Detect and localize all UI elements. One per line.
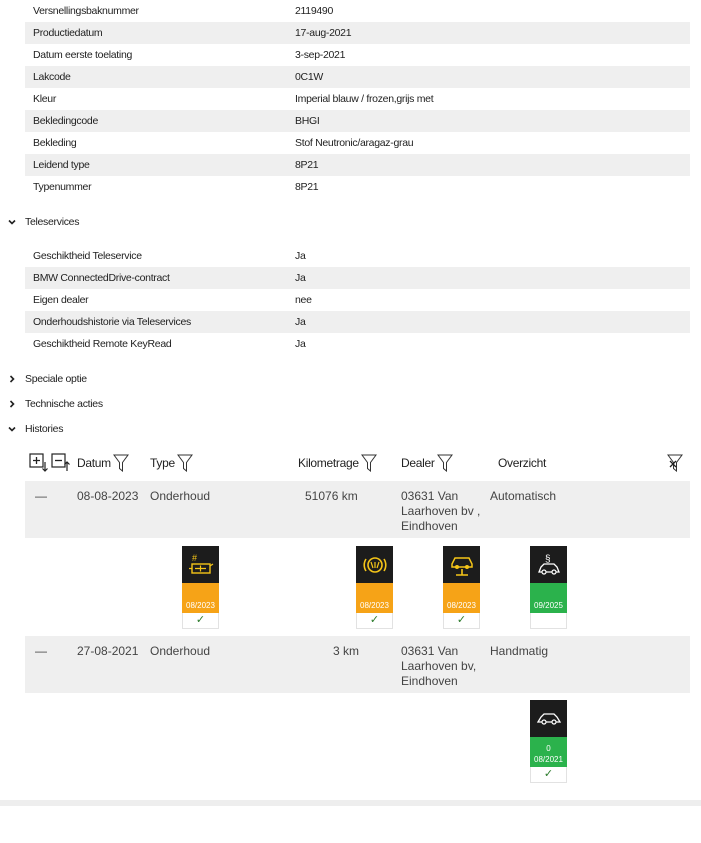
detail-row [25,289,690,311]
history-kilometrage: 51076 km [305,489,358,503]
expand-all-icon[interactable] [29,451,49,475]
section-title: Histories [25,423,64,435]
chevron-down-icon [7,217,25,227]
detail-value: 8P21 [295,159,319,171]
detail-label: Bekledingcode [33,115,98,127]
section-title: Speciale optie [25,373,87,385]
section-teleservices-toggle[interactable] [7,214,79,230]
detail-value: 0C1W [295,71,323,83]
detail-row [25,154,690,176]
badge-value: 0 [546,744,551,753]
car-service-icon [530,700,567,737]
history-row[interactable] [25,636,690,693]
inspection-car-icon [530,546,567,583]
dealer-line: 03631 Van [401,489,459,503]
history-type: Onderhoud [150,489,211,503]
badge-date: 08/2023 [447,601,476,610]
history-row[interactable] [25,481,690,538]
svg-text:#: # [191,552,197,563]
badge-status [443,583,480,613]
section-technische-acties-toggle[interactable] [7,396,103,412]
dealer-line: 03631 Van [401,644,459,658]
history-date: 08-08-2023 [77,489,139,503]
section-title: Teleservices [25,216,80,228]
column-label: Type [150,456,175,470]
detail-label: Onderhoudshistorie via Teleservices [33,316,191,328]
detail-value: Ja [295,338,306,350]
clear-filter-icon[interactable] [667,451,683,475]
detail-row [25,132,690,154]
row-collapse-toggle[interactable]: — [35,644,47,658]
detail-row [25,311,690,333]
service-badge[interactable] [530,700,567,783]
detail-label: Geschiktheid Remote KeyRead [33,338,172,350]
dealer-line: Eindhoven [401,674,458,688]
check-icon: ✓ [182,613,219,629]
detail-label: Kleur [33,93,57,105]
history-overzicht: Handmatig [490,644,549,658]
badge-date: 08/2023 [360,601,389,610]
section-speciale-optie-toggle[interactable] [7,371,87,387]
detail-label: Geschiktheid Teleservice [33,250,142,262]
badge-status [530,583,567,613]
detail-label: BMW ConnectedDrive-contract [33,272,170,284]
detail-label: Bekleding [33,137,77,149]
detail-value: 17-aug-2021 [295,27,352,39]
histories-header [25,451,690,477]
detail-row [25,110,690,132]
detail-row [25,176,690,198]
chevron-right-icon [7,399,25,409]
detail-label: Leidend type [33,159,90,171]
detail-row [25,22,690,44]
column-header-overzicht [498,451,546,475]
footer-divider [0,800,701,806]
section-title: Technische acties [25,398,103,410]
check-icon: ✓ [443,613,480,629]
detail-row [25,245,690,267]
column-label: Dealer [401,456,435,470]
badge-status [356,583,393,613]
filter-icon[interactable] [361,454,377,472]
column-label: Overzicht [498,456,546,470]
column-label: Datum [77,456,111,470]
badge-date: 09/2025 [534,601,563,610]
history-dealer [401,644,476,689]
section-histories-toggle[interactable] [7,421,63,437]
detail-value: Imperial blauw / frozen,grijs met [295,93,434,105]
detail-value: 3-sep-2021 [295,49,346,61]
brake-pads-icon [356,546,393,583]
detail-value: Stof Neutronic/aragaz-grau [295,137,414,149]
column-header-kilometrage[interactable] [298,451,377,475]
detail-value: Ja [295,316,306,328]
detail-value: 8P21 [295,181,319,193]
dealer-line: Laarhoven bv , [401,504,481,518]
filter-icon[interactable] [113,454,129,472]
column-header-datum[interactable] [77,451,129,475]
detail-label: Productiedatum [33,27,103,39]
service-badge[interactable] [182,546,219,629]
chevron-right-icon [7,374,25,384]
row-collapse-toggle[interactable]: — [35,489,47,503]
car-lift-icon [443,546,480,583]
dealer-line: Laarhoven bv, [401,659,477,673]
detail-row [25,267,690,289]
detail-row [25,333,690,355]
column-label: Kilometrage [298,456,359,470]
history-date: 27-08-2021 [77,644,139,658]
check-icon: ✓ [530,767,567,783]
detail-label: Eigen dealer [33,294,89,306]
detail-value: BHGI [295,115,320,127]
column-header-dealer[interactable] [401,451,453,475]
detail-label: Versnellingsbaknummer [33,5,139,17]
service-badge[interactable] [443,546,480,629]
collapse-all-icon[interactable] [51,451,71,475]
badge-status [182,583,219,613]
history-dealer [401,489,480,534]
engine-oil-icon [182,546,219,583]
check-icon [530,613,567,629]
detail-value: Ja [295,272,306,284]
check-icon: ✓ [356,613,393,629]
detail-row [25,44,690,66]
filter-icon[interactable] [437,454,453,472]
badge-date: 08/2021 [534,755,563,764]
detail-label: Typenummer [33,181,92,193]
detail-value: 2119490 [295,5,333,17]
badge-date: 08/2023 [186,601,215,610]
detail-row [25,88,690,110]
svg-text:§: § [544,553,551,565]
teleservices-table [25,245,690,355]
dealer-line: Eindhoven [401,519,458,533]
detail-row [25,0,690,22]
service-badge[interactable] [530,546,567,629]
detail-row [25,66,690,88]
detail-value: Ja [295,250,306,262]
vehicle-details-table [25,0,690,198]
history-type: Onderhoud [150,644,211,658]
history-kilometrage: 3 km [333,644,360,658]
column-header-type[interactable] [150,451,193,475]
service-badge[interactable] [356,546,393,629]
detail-label: Lakcode [33,71,71,83]
detail-value: nee [295,294,312,306]
history-overzicht: Automatisch [490,489,557,503]
badge-status [530,737,567,767]
chevron-down-icon [7,424,25,434]
detail-label: Datum eerste toelating [33,49,133,61]
filter-icon[interactable] [177,454,193,472]
